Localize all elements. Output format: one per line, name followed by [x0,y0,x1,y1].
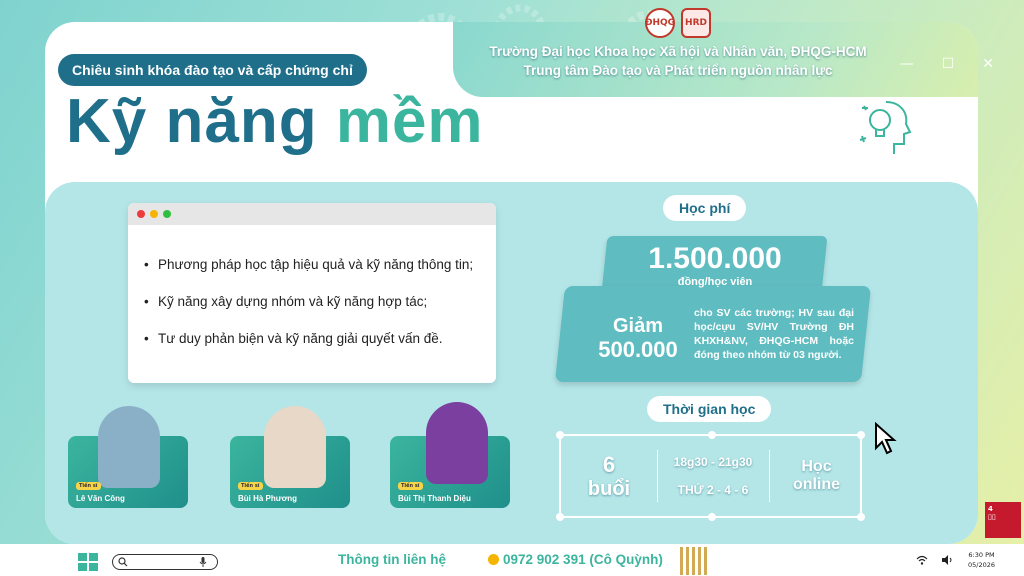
fee-label: Học phí [663,195,746,221]
course-content-window [128,203,496,383]
university-name: Trường Đại học Khoa học Xã hội và Nhân văn, ĐHQG-HCM [489,44,867,59]
mode-line1: Học [801,458,832,475]
system-clock[interactable] [968,550,995,570]
sessions [561,436,657,516]
minimize-button[interactable]: — [899,56,914,72]
list-item: • Tư duy phản biện và kỹ năng giải quyết vấn đề. [158,331,496,346]
contact-label: Thông tin liên hệ [338,552,446,567]
center-name: Trung tâm Đào tạo và Phát triển nguồn nhân lực [523,63,833,78]
mode-line2: online [792,476,841,493]
phone-number[interactable] [488,552,663,567]
maximize-button[interactable]: ☐ [941,56,955,72]
instructor-photo [264,406,326,488]
clock-date: 05/2026 [968,561,996,569]
title-part1: Kỹ năng [66,87,336,156]
phone-icon [488,554,499,565]
instructor-name: Bùi Hà Phương [238,494,298,503]
hrd-logo: HRD [681,8,711,38]
sdg-badge: 4 ▯▯ [985,502,1021,538]
price [640,242,790,288]
microphone-icon [199,557,207,567]
enrollment-badge: Chiêu sinh khóa đào tạo và cấp chứng chỉ [58,54,367,86]
schedule-label: Thời gian học [647,396,771,422]
instructor-card [390,436,510,508]
course-topics [128,225,496,346]
clock-time: 6:30 PM [968,551,995,559]
mode [769,436,864,516]
instructor-title: Tiến sĩ [398,482,423,490]
close-button[interactable]: ✕ [982,56,994,72]
volume-icon[interactable] [941,555,953,565]
page-title [66,86,484,157]
discount-conditions: cho SV các trường; HV sau đại học/cựu SV/HV Trường ĐH KHXH&NV, ĐHQG-HCM hoặc đóng theo nhóm từ 03 người. [694,307,854,361]
phone-text: 0972 902 391 (Cô Quỳnh) [503,552,663,567]
instructor-title: Tiến sĩ [238,482,263,490]
qr-code [680,547,708,575]
discount [588,314,688,362]
logos [645,8,711,38]
time-days [657,436,769,516]
window-titlebar [128,203,496,225]
search-icon [118,557,128,567]
window-controls [900,56,994,72]
wifi-icon[interactable] [916,555,928,565]
instructor-title: Tiến sĩ [76,482,101,490]
class-time: 18g30 - 21g30 [673,455,753,469]
instructor-card [230,436,350,508]
instructor-card [68,436,188,508]
lightbulb-head-icon [856,96,912,158]
instructor-name: Lê Văn Công [76,494,125,503]
schedule-box [559,434,862,518]
price-amount: 1.500.000 [648,242,782,275]
instructor-photo [98,406,160,488]
taskbar [0,544,1024,576]
class-days: THỨ 2 - 4 - 6 [677,483,749,497]
title-part2: mềm [335,87,484,156]
discount-label: Giảm [612,315,664,337]
list-item: • Kỹ năng xây dựng nhóm và kỹ năng hợp tác; [158,294,496,309]
mouse-cursor-icon [874,422,898,456]
institution-block [448,42,908,80]
sessions-unit: buổi [587,477,631,500]
sessions-number: 6 [602,451,616,477]
minimize-dot-icon [150,210,158,218]
maximize-dot-icon [163,210,171,218]
list-item: • Phương pháp học tập hiệu quả và kỹ năng thông tin; [158,257,496,272]
close-dot-icon [137,210,145,218]
price-unit: đồng/học viên [677,276,753,288]
instructor-name: Bùi Thị Thanh Diệu [398,494,471,503]
discount-amount: 500.000 [598,337,678,362]
search-input[interactable] [112,554,218,570]
university-logo: ĐHQG [645,8,675,38]
instructor-photo [426,402,488,484]
windows-start-icon[interactable] [78,553,98,571]
